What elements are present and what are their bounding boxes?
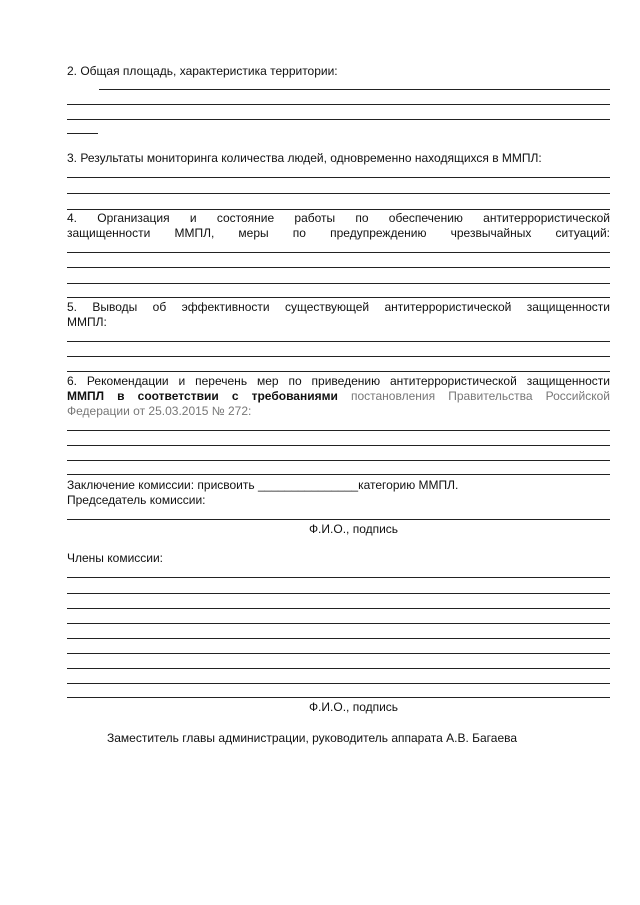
fill-line[interactable]	[67, 252, 610, 253]
fill-line[interactable]	[67, 371, 610, 372]
fill-line[interactable]	[67, 683, 610, 684]
fill-line[interactable]	[67, 577, 610, 578]
chairman-label: Председатель комиссии:	[67, 493, 206, 507]
section-6-line-1: 6. Рекомендации и перечень мер по приведению антитеррористической защищенности	[67, 374, 610, 388]
fill-line[interactable]	[67, 133, 98, 134]
section-5-line-1: 5. Выводы об эффективности существующей антитеррористической защищенности	[67, 300, 610, 314]
section-5-line-2: ММПЛ:	[67, 315, 107, 329]
conclusion-line	[67, 478, 458, 492]
footer-signatory: Заместитель главы администрации, руководитель аппарата А.В. Багаева	[107, 731, 518, 745]
section-6-line-2-grey: постановления Правительства Российской	[337, 389, 610, 403]
members-signature-line[interactable]	[67, 697, 610, 698]
fill-line[interactable]	[67, 209, 610, 210]
section-4-line-2: защищенности ММПЛ, меры по предупреждению чрезвычайных ситуаций:	[67, 226, 610, 240]
fill-line[interactable]	[67, 267, 610, 268]
members-signature-caption: Ф.И.О., подпись	[308, 700, 399, 714]
fill-line[interactable]	[67, 474, 610, 475]
fill-line[interactable]	[67, 608, 610, 609]
fill-line[interactable]	[67, 356, 610, 357]
fill-line[interactable]	[67, 653, 610, 654]
fill-line[interactable]	[67, 638, 610, 639]
conclusion-prefix: Заключение комиссии: присвоить	[67, 478, 258, 492]
category-blank[interactable]: _______________	[257, 478, 359, 492]
section-6-line-3: Федерации от 25.03.2015 № 272:	[67, 404, 252, 418]
fill-line[interactable]	[67, 341, 610, 342]
section-3-label: 3. Результаты мониторинга количества людей, одновременно находящихся в ММПЛ:	[67, 151, 542, 165]
fill-line[interactable]	[67, 430, 610, 431]
fill-line[interactable]	[67, 104, 610, 105]
members-label: Члены комиссии:	[67, 551, 164, 565]
fill-line[interactable]	[99, 89, 610, 90]
fill-line[interactable]	[67, 177, 610, 178]
fill-line[interactable]	[67, 297, 610, 298]
section-6-line-2	[67, 389, 610, 403]
fill-line[interactable]	[67, 593, 610, 594]
fill-line[interactable]	[67, 119, 610, 120]
fill-line[interactable]	[67, 623, 610, 624]
fill-line[interactable]	[67, 283, 610, 284]
fill-line[interactable]	[67, 193, 610, 194]
conclusion-suffix: категорию ММПЛ.	[358, 478, 459, 492]
fill-line[interactable]	[67, 668, 610, 669]
section-4-line-1: 4. Организация и состояние работы по обеспечению антитеррористической	[67, 211, 610, 225]
chairman-signature-caption: Ф.И.О., подпись	[308, 522, 399, 536]
fill-line[interactable]	[67, 445, 610, 446]
section-6-line-2-bold: ММПЛ в соответствии с требованиями	[67, 389, 338, 403]
chairman-signature-line[interactable]	[67, 519, 610, 520]
fill-line[interactable]	[67, 460, 610, 461]
section-2-label: 2. Общая площадь, характеристика территории:	[67, 64, 338, 78]
